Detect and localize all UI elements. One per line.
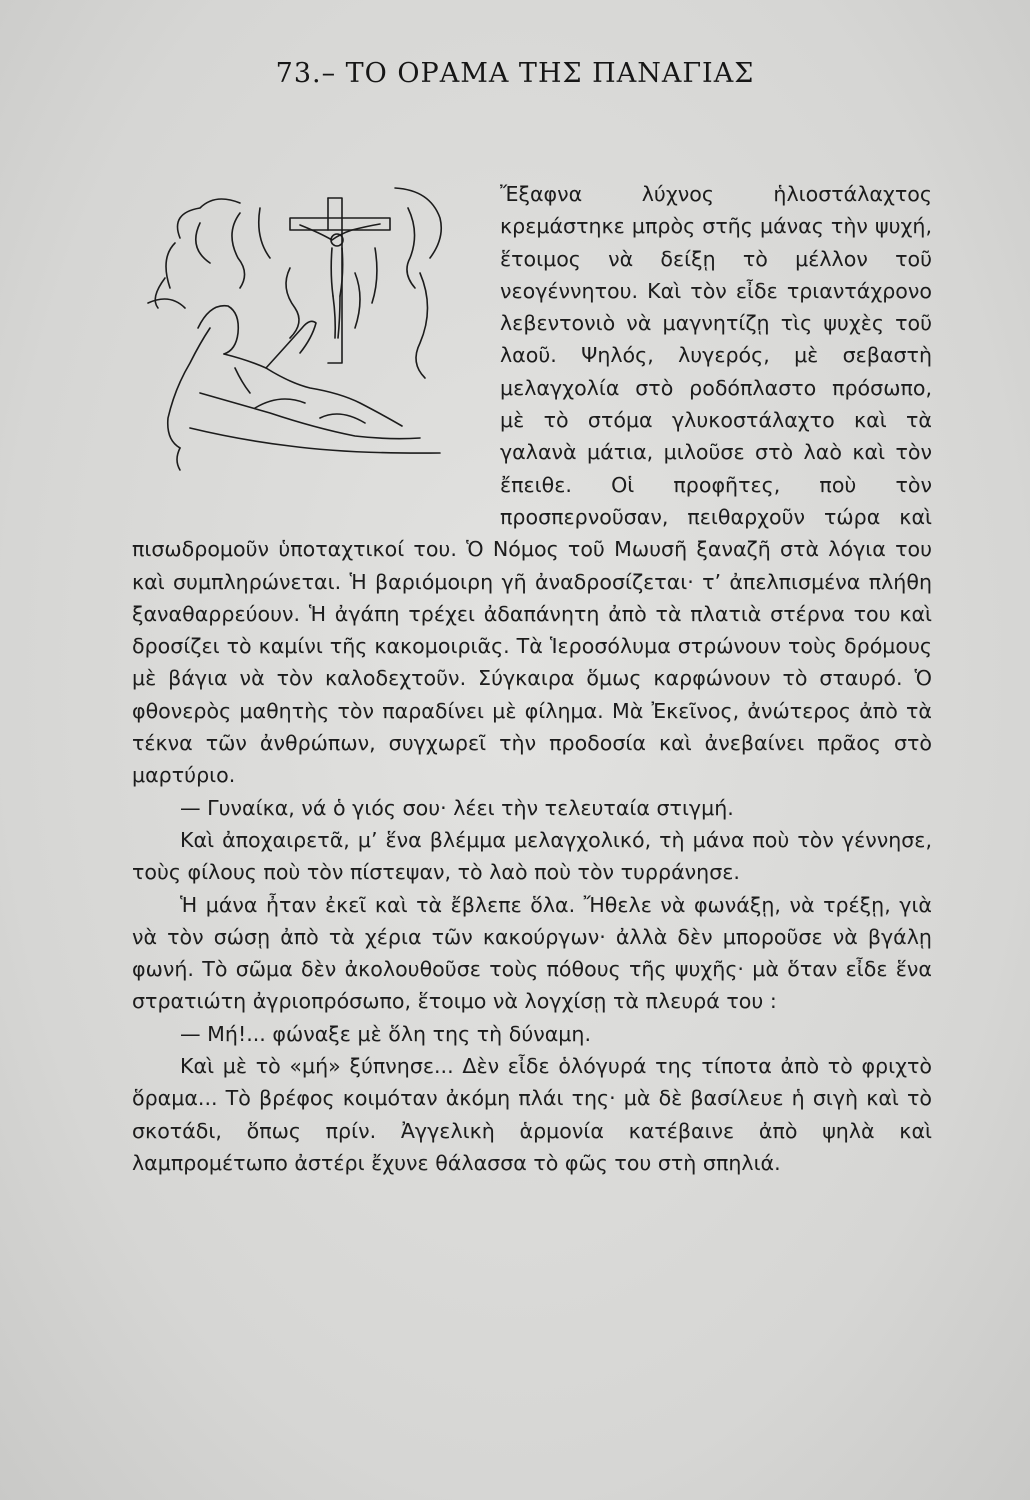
paragraph-awakening: Καὶ μὲ τὸ «μή» ξύπνησε... Δὲν εἶδε ὁλόγυρά της τίποτα ἀπὸ τὸ φριχτὸ ὅραμα... Τὸ βρέφος κοιμόταν ἀκόμη πλάι της· μὰ δὲ βασίλευε ἡ σιγὴ καὶ τὸ σκοτάδι, ὅπως πρίν. Ἀγγελικὴ ἁρμονία κατέβαινε ἀπὸ ψηλὰ καὶ λαμπρομέτωπο ἀστέρι ἔχυνε θάλασσα τὸ φῶς του στὴ σπηλιά. [132,1054,932,1175]
paragraph-dialog-2: — Μή!... φώναξε μὲ ὅλη της τὴ δύναμη. [180,1021,592,1046]
paragraph-vision: Ἔξαφνα λύχνος ἡλιοστάλαχτος κρεμάστηκε μπρὸς στῆς μάνας τὴν ψυχή, ἕτοιμος νὰ δείξῃ τὸ μέλλον τοῦ νεογέννητου. Καὶ τὸν εἶδε τριαντάχρονο λεβεντονιὸ νὰ μαγνητίζῃ τὶς ψυχὲς τοῦ λαοῦ. Ψηλός, λυγερός, μὲ σεβαστὴ μελαγχολία στὸ ροδόπλαστο πρόσωπο, μὲ τὸ στόμα γλυκοστάλαχτο καὶ τὰ γαλανὰ μάτια, μιλοῦσε στὸ λαὸ καὶ τὸν ἔπειθε. Οἱ προφῆτες, ποὺ τὸν προσπερνοῦσαν, πειθαρχοῦν τώρα καὶ πισωδρομοῦν ὑποταχτικοί του. Ὁ Νόμος τοῦ Μωυσῆ ξαναζῆ στὰ λόγια του καὶ συμπληρώνεται. Ἡ βαριόμοιρη γῆ ἀναδροσίζεται· τ’ ἀπελπισμένα πλήθη ξαναθαρρεύουν. Ἡ ἀγάπη τρέχει ἀδαπάνητη ἀπὸ τὰ πλατιὰ στέρνα του καὶ δροσίζει τὸ καμίνι τῆς κακομοιριᾶς. Τὰ Ἱεροσόλυμα στρώνουν τοὺς δρόμους μὲ βάγια νὰ τὸν καλοδεχτοῦν. Σύγκαιρα ὅμως καρφώνουν τὸ σταυρό. Ὁ φθονερὸς μαθητὴς τὸν παραδίνει μὲ φίλημα. Μὰ Ἐκεῖνος, ἀνώτερος ἀπὸ τὰ τέκνα τῶν ἀνθρώπων, συγχωρεῖ τὴν προδοσία καὶ ἀνεβαίνει πρᾶος στὸ μαρτύριο. [132,182,932,788]
chapter-body [132,178,932,1179]
paragraph-farewell: Καὶ ἀποχαιρετᾶ, μ’ ἕνα βλέμμα μελαγχολικό, τὴ μάνα ποὺ τὸν γέννησε, τοὺς φίλους ποὺ τὸν πίστεψαν, τὸ λαὸ ποὺ τὸν τυρράνησε. [132,827,932,885]
illustration-space [132,178,500,518]
paragraph-dialog-1: — Γυναίκα, νά ὁ γιός σου· λέει τὴν τελευταία στιγμή. [180,795,734,820]
paragraph-mother: Ἡ μάνα ἦταν ἐκεῖ καὶ τὰ ἔβλεπε ὅλα. Ἤθελε νὰ φωνάξῃ, νὰ τρέξῃ, γιὰ νὰ τὸν σώσῃ ἀπὸ τὰ χέρια τῶν κακούργων· ἀλλὰ δὲν μποροῦσε νὰ βγάλῃ φωνή. Τὸ σῶμα δὲν ἀκολουθοῦσε τοὺς πόθους τῆς ψυχῆς· μὰ ὅταν εἶδε ἕνα στρατιώτη ἀγριοπρόσωπο, ἕτοιμο νὰ λογχίσῃ τὰ πλευρά του : [132,892,932,1014]
chapter-title: 73.– ΤΟ ΟΡΑΜΑ ΤΗΣ ΠΑΝΑΓΙΑΣ [275,58,755,89]
